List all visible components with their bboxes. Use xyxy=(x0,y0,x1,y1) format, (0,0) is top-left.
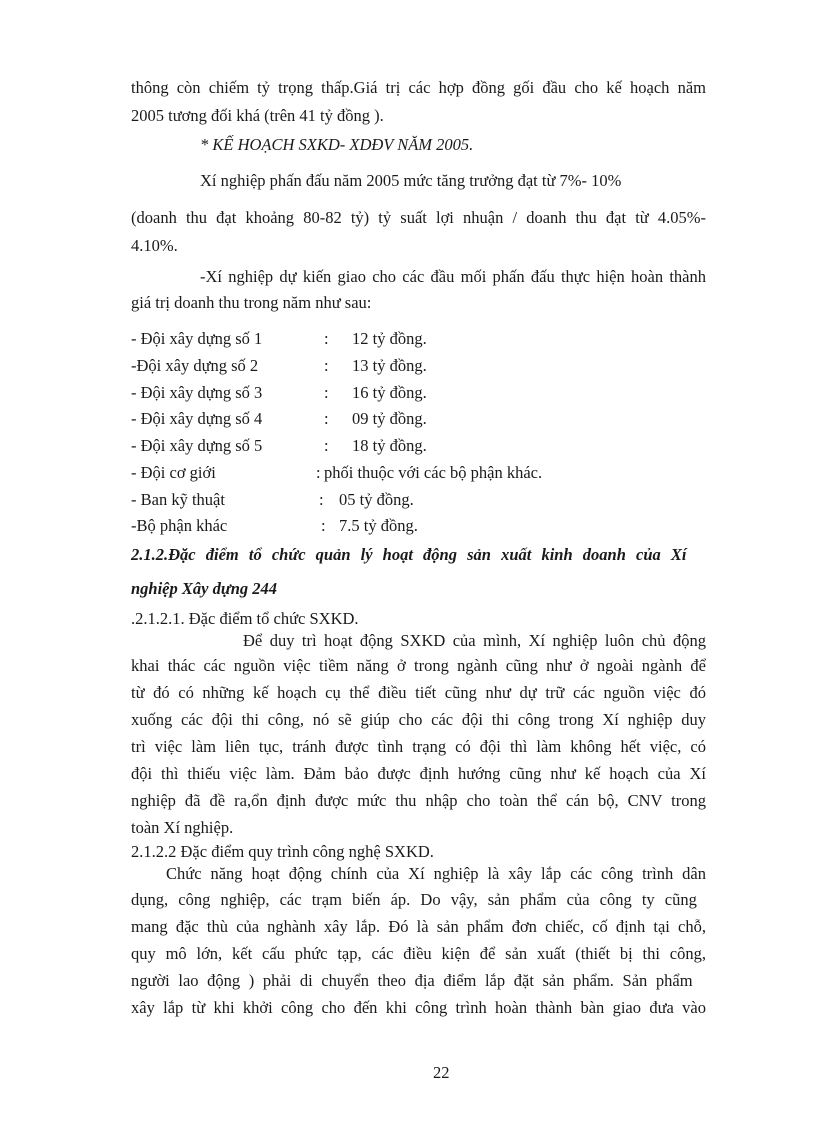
paragraph-line: xuống các đội thi công, nó sẽ giúp cho các đội thi công trong Xí nghiệp duy xyxy=(131,710,706,729)
paragraph-line: thông còn chiếm tỷ trọng thấp.Giá trị các hợp đồng gối đầu cho kế hoạch năm xyxy=(131,78,706,97)
plan-heading: * KẾ HOẠCH SXKD- XDĐV NĂM 2005. xyxy=(200,135,474,154)
paragraph-line: nghiệp đã đề ra,ổn định được mức thu nhập cho toàn thể cán bộ, CNV trong xyxy=(131,791,706,810)
paragraph-line: Chức năng hoạt động chính của Xí nghiệp là xây lắp các công trình dân xyxy=(166,864,706,883)
plan-unit: - Ban kỹ thuật xyxy=(131,490,225,509)
paragraph-line: Để duy trì hoạt động SXKD của mình, Xí nghiệp luôn chủ động xyxy=(243,631,706,650)
plan-value: 05 tỷ đồng. xyxy=(339,490,414,509)
paragraph-line: giá trị doanh thu trong năm như sau: xyxy=(131,293,372,312)
paragraph-line: dụng, công nghiệp, các trạm biến áp. Do vậy, sản phẩm của công ty cũng xyxy=(131,890,697,909)
paragraph-line: 2005 tương đối khá (trên 41 tỷ đồng ). xyxy=(131,106,384,125)
paragraph-line: -Xí nghiệp dự kiến giao cho các đầu mối phấn đấu thực hiện hoàn thành xyxy=(200,267,706,286)
subsection-heading: .2.1.2.1. Đặc điểm tổ chức SXKD. xyxy=(131,609,359,628)
plan-unit: -Bộ phận khác xyxy=(131,516,228,535)
paragraph-line: (doanh thu đạt khoảng 80-82 tỷ) tỷ suất lợi nhuận / doanh thu đạt từ 4.05%- xyxy=(131,208,706,227)
plan-value: phối thuộc với các bộ phận khác. xyxy=(324,463,543,482)
paragraph-line: xây lắp từ khi khởi công cho đến khi công trình hoàn thành bàn giao đưa vào xyxy=(131,998,706,1017)
subsection-heading: 2.1.2.2 Đặc điểm quy trình công nghệ SXKD. xyxy=(131,842,434,861)
section-heading: 2.1.2.Đặc điểm tổ chức quản lý hoạt động sản xuất kinh doanh của Xí xyxy=(131,545,687,564)
paragraph-line: người lao động ) phải di chuyển theo địa điểm lắp đặt sản phẩm. Sản phẩm xyxy=(131,971,693,990)
plan-unit: - Đội xây dựng số 5 xyxy=(131,436,263,455)
plan-separator: : xyxy=(324,329,329,348)
plan-unit: -Đội xây dựng số 2 xyxy=(131,356,259,375)
plan-value: 16 tỷ đồng. xyxy=(352,383,427,402)
paragraph-line: Xí nghiệp phấn đấu năm 2005 mức tăng trưởng đạt từ 7%- 10% xyxy=(200,171,622,190)
plan-separator: : xyxy=(319,490,324,509)
plan-value: 09 tỷ đồng. xyxy=(352,409,427,428)
plan-unit: - Đội xây dựng số 1 xyxy=(131,329,263,348)
plan-value: 18 tỷ đồng. xyxy=(352,436,427,455)
paragraph-line: đội thì thiếu việc làm. Đảm bảo được định hướng cũng như kế hoạch của Xí xyxy=(131,764,706,783)
plan-unit: - Đội xây dựng số 4 xyxy=(131,409,263,428)
plan-separator: : xyxy=(316,463,321,482)
paragraph-line: 4.10%. xyxy=(131,236,178,255)
paragraph-line: toàn Xí nghiệp. xyxy=(131,818,234,837)
plan-separator: : xyxy=(321,516,326,535)
plan-value: 13 tỷ đồng. xyxy=(352,356,427,375)
paragraph-line: mang đặc thù của nghành xây lắp. Đó là sản phẩm đơn chiếc, cố định tại chỗ, xyxy=(131,917,706,936)
plan-separator: : xyxy=(324,383,329,402)
plan-separator: : xyxy=(324,356,329,375)
paragraph-line: quy mô lớn, kết cấu phức tạp, các điều kiện để sản xuất (thiết bị thi công, xyxy=(131,944,706,963)
paragraph-line: trì việc làm liên tục, tránh được tình trạng có đội thì làm không hết việc, có xyxy=(131,737,706,756)
plan-value: 12 tỷ đồng. xyxy=(352,329,427,348)
plan-value: 7.5 tỷ đồng. xyxy=(339,516,418,535)
section-heading: nghiệp Xây dựng 244 xyxy=(131,579,278,598)
plan-separator: : xyxy=(324,409,329,428)
paragraph-line: khai thác các nguồn việc tiềm năng ở trong ngành cũng như ở ngoài ngành để xyxy=(131,656,706,675)
paragraph-line: từ đó có những kế hoạch cụ thể điều tiết cũng như dự trữ các nguồn việc đó xyxy=(131,683,706,702)
page-number: 22 xyxy=(433,1063,450,1082)
plan-unit: - Đội cơ giới xyxy=(131,463,216,482)
plan-unit: - Đội xây dựng số 3 xyxy=(131,383,263,402)
plan-separator: : xyxy=(324,436,329,455)
